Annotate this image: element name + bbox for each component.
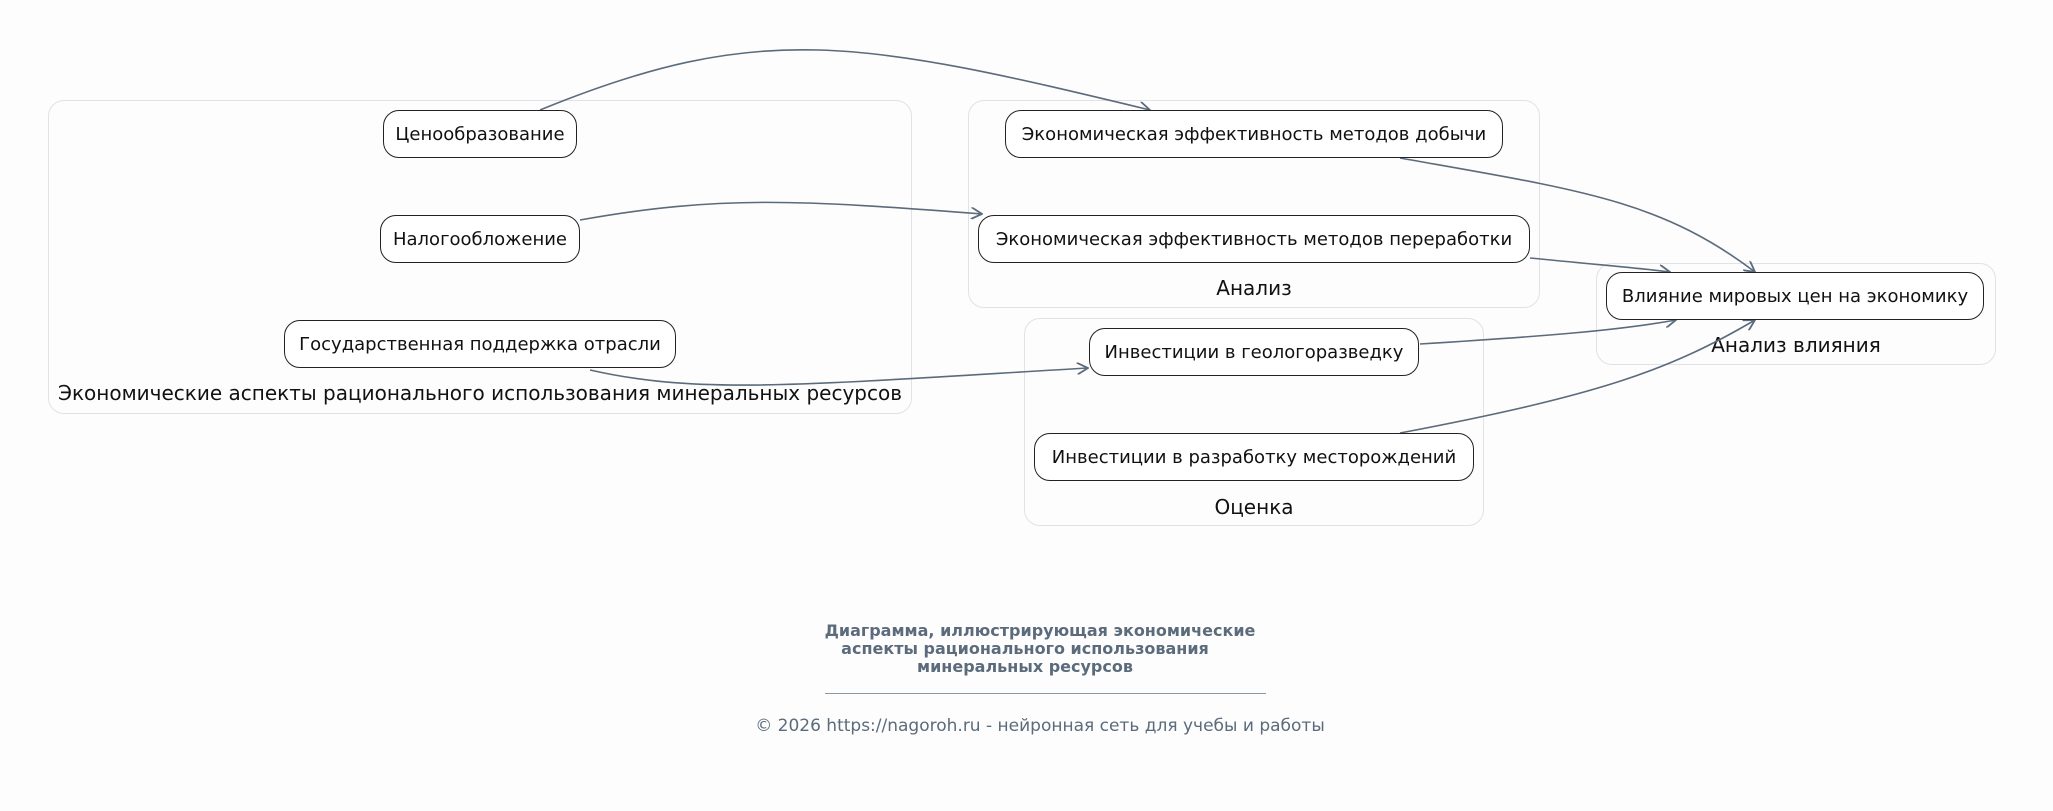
node-development-investment[interactable]: Инвестиции в разработку месторождений xyxy=(1034,433,1474,481)
edge-pricing-to-mining-efficiency xyxy=(540,50,1150,110)
node-taxation[interactable]: Налогообложение xyxy=(380,215,580,263)
node-pricing[interactable]: Ценообразование xyxy=(383,110,577,158)
node-mining-efficiency[interactable]: Экономическая эффективность методов добычи xyxy=(1005,110,1503,158)
edge-taxation-to-processing-efficiency xyxy=(580,202,982,220)
edge-exploration-investment-to-impact xyxy=(1420,320,1676,344)
node-state-support[interactable]: Государственная поддержка отрасли xyxy=(284,320,676,368)
edge-state-support-to-exploration-investment xyxy=(590,368,1088,385)
group-economic-aspects-label: Экономические аспекты рационального использования минеральных ресурсов xyxy=(57,381,902,405)
caption-title-line-1: Диаграмма, иллюстрирующая экономические xyxy=(824,621,1256,640)
caption-divider xyxy=(825,693,1266,694)
group-impact-analysis-label: Анализ влияния xyxy=(1711,333,1881,357)
diagram-caption-title xyxy=(0,622,2053,676)
edge-development-investment-to-impact xyxy=(1400,320,1755,433)
node-world-prices-impact[interactable]: Влияние мировых цен на экономику xyxy=(1606,272,1984,320)
caption-footer[interactable]: © 2026 https://nagoroh.ru - нейронная сеть для учебы и работы xyxy=(755,716,1325,736)
node-exploration-investment[interactable]: Инвестиции в геологоразведку xyxy=(1089,328,1419,376)
group-evaluation-label: Оценка xyxy=(1214,495,1294,519)
caption-title-line-2: аспекты рационального использования xyxy=(841,639,1209,658)
edge-processing-efficiency-to-impact xyxy=(1530,258,1670,272)
node-processing-efficiency[interactable]: Экономическая эффективность методов переработки xyxy=(978,215,1530,263)
caption-title-line-3: минеральных ресурсов xyxy=(917,657,1133,676)
group-analysis-label: Анализ xyxy=(1216,276,1292,300)
